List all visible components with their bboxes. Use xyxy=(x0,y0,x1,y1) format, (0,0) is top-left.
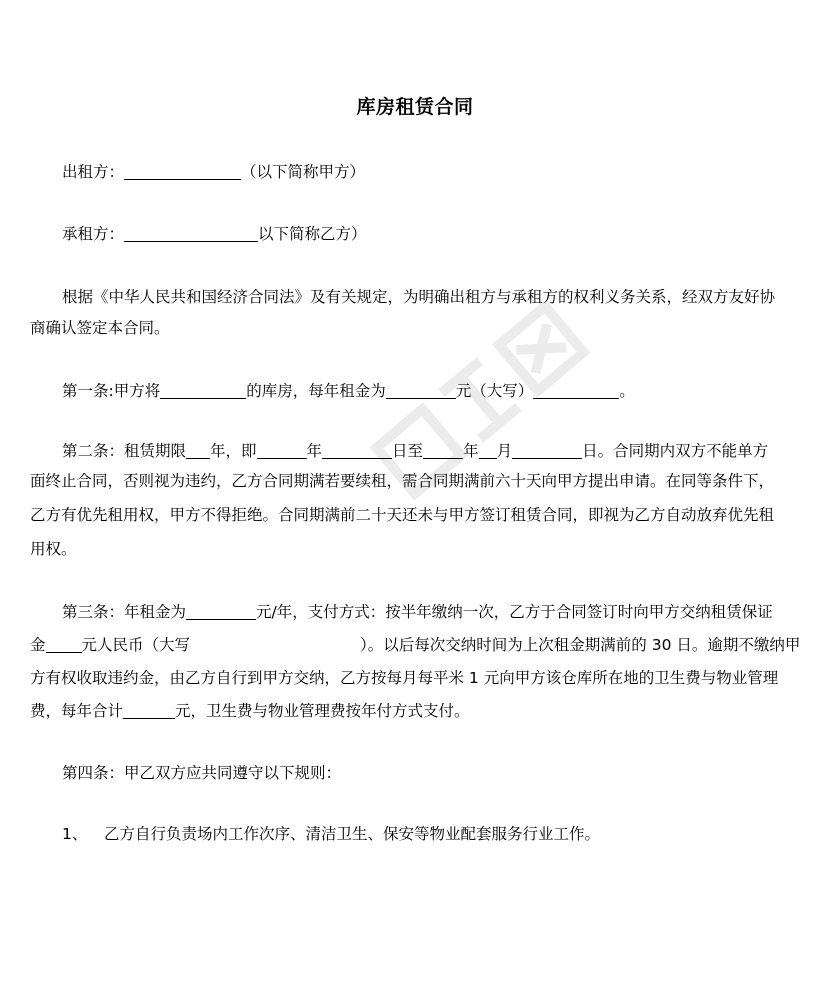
article-1-text-a: 第一条:甲方将 xyxy=(62,382,161,400)
article-2-blank-end-month xyxy=(479,442,497,459)
article-1-blank-location xyxy=(160,382,246,399)
article-1-blank-rent xyxy=(386,382,456,399)
article-2-line-2: 面终止合同，否则视为违约，乙方合同期满若要续租，需合同期满前六十天向甲方提出申请。在同等条件下， xyxy=(30,472,775,490)
article-4-heading: 第四条：甲乙双方应共同遵守以下规则： xyxy=(62,764,342,782)
article-2-text-e: 年 xyxy=(463,442,479,460)
article-2-text-b: 年，即 xyxy=(210,442,257,460)
preamble xyxy=(62,282,802,312)
article-3-text-d: 元人民币（大写 xyxy=(81,636,191,654)
article-3-blank-rent xyxy=(186,603,256,620)
item-1-number: 1、 xyxy=(62,825,88,843)
article-3-text-a: 第三条：年租金为 xyxy=(62,603,187,621)
preamble-cont xyxy=(30,313,770,343)
item-1-text: 乙方自行负责场内工作次序、清洁卫生、保安等物业配套服务行业工作。 xyxy=(104,825,601,843)
article-3-blank-total xyxy=(123,702,175,719)
article-2-text-a: 第二条：租赁期限 xyxy=(62,442,187,460)
article-2-blank-start-year xyxy=(257,442,307,459)
article-3-text-c: 金 xyxy=(30,636,46,654)
page-title: 库房租赁合同 xyxy=(356,96,474,118)
article-2-blank-start-day xyxy=(322,442,392,459)
article-3-text-f: 费，每年合计 xyxy=(30,702,124,720)
article-3-line-2 xyxy=(30,630,801,660)
preamble-line-1: 根据《中华人民共和国经济合同法》及有关规定，为明确出租方与承租方的权利义务关系，经双方友好协 xyxy=(62,288,776,306)
lessor-label: 出租方： xyxy=(62,163,125,181)
article-2-blank-end-year xyxy=(423,442,463,459)
article-3-line-1 xyxy=(62,597,802,627)
lessor-suffix: （以下简称甲方） xyxy=(241,163,366,181)
article-2-line-3: 乙方有优先租用权，甲方不得拒绝。合同期满前二十天还未与甲方签订租赁合同，即视为乙方自动放弃优先租 xyxy=(30,506,775,524)
lessee-label: 承租方： xyxy=(62,225,125,243)
article-1-text-d: 。 xyxy=(619,382,635,400)
article-2-line-1 xyxy=(62,436,802,466)
lessee-line xyxy=(62,219,802,249)
lessor-blank xyxy=(124,163,241,180)
article-3-text-b: 元/年，支付方式：按半年缴纳一次，乙方于合同签订时向甲方交纳租赁保证 xyxy=(256,603,773,621)
article-2-line-4: 用权。 xyxy=(30,540,77,558)
article-1-text-c: 元（大写） xyxy=(455,382,534,400)
lessor-line xyxy=(62,157,802,187)
article-1-blank-words xyxy=(533,382,619,399)
preamble-line-2: 商确认签定本合同。 xyxy=(30,319,170,337)
article-2-blank-end-day xyxy=(512,442,582,459)
lessee-suffix: 以下简称乙方） xyxy=(258,225,367,243)
article-3-blank-deposit xyxy=(46,636,82,653)
article-1-text-b: 的库房，每年租金为 xyxy=(246,382,386,400)
article-2-text-c: 年 xyxy=(306,442,323,460)
article-2-text-d: 日至 xyxy=(392,442,424,460)
article-3-text-e: ）。以后每次交纳时间为上次租金期满前的 30 日。逾期不缴纳甲 xyxy=(360,636,801,654)
article-3-line-3: 方有权收取违约金，由乙方自行到甲方交纳，乙方按每月每平米 1 元向甲方该仓库所在地的卫生费与物业管理 xyxy=(30,669,779,687)
article-2-text-f: 月 xyxy=(496,442,513,460)
article-3-text-g: 元，卫生费与物业管理费按年付方式支付。 xyxy=(175,702,470,720)
lessee-blank xyxy=(124,225,258,242)
article-3-line-4 xyxy=(30,696,770,726)
article-2-blank-years xyxy=(186,442,210,459)
article-1 xyxy=(62,376,802,406)
article-4-item-1 xyxy=(62,819,802,849)
article-2-text-g: 日。合同期内双方不能单方 xyxy=(582,442,769,460)
